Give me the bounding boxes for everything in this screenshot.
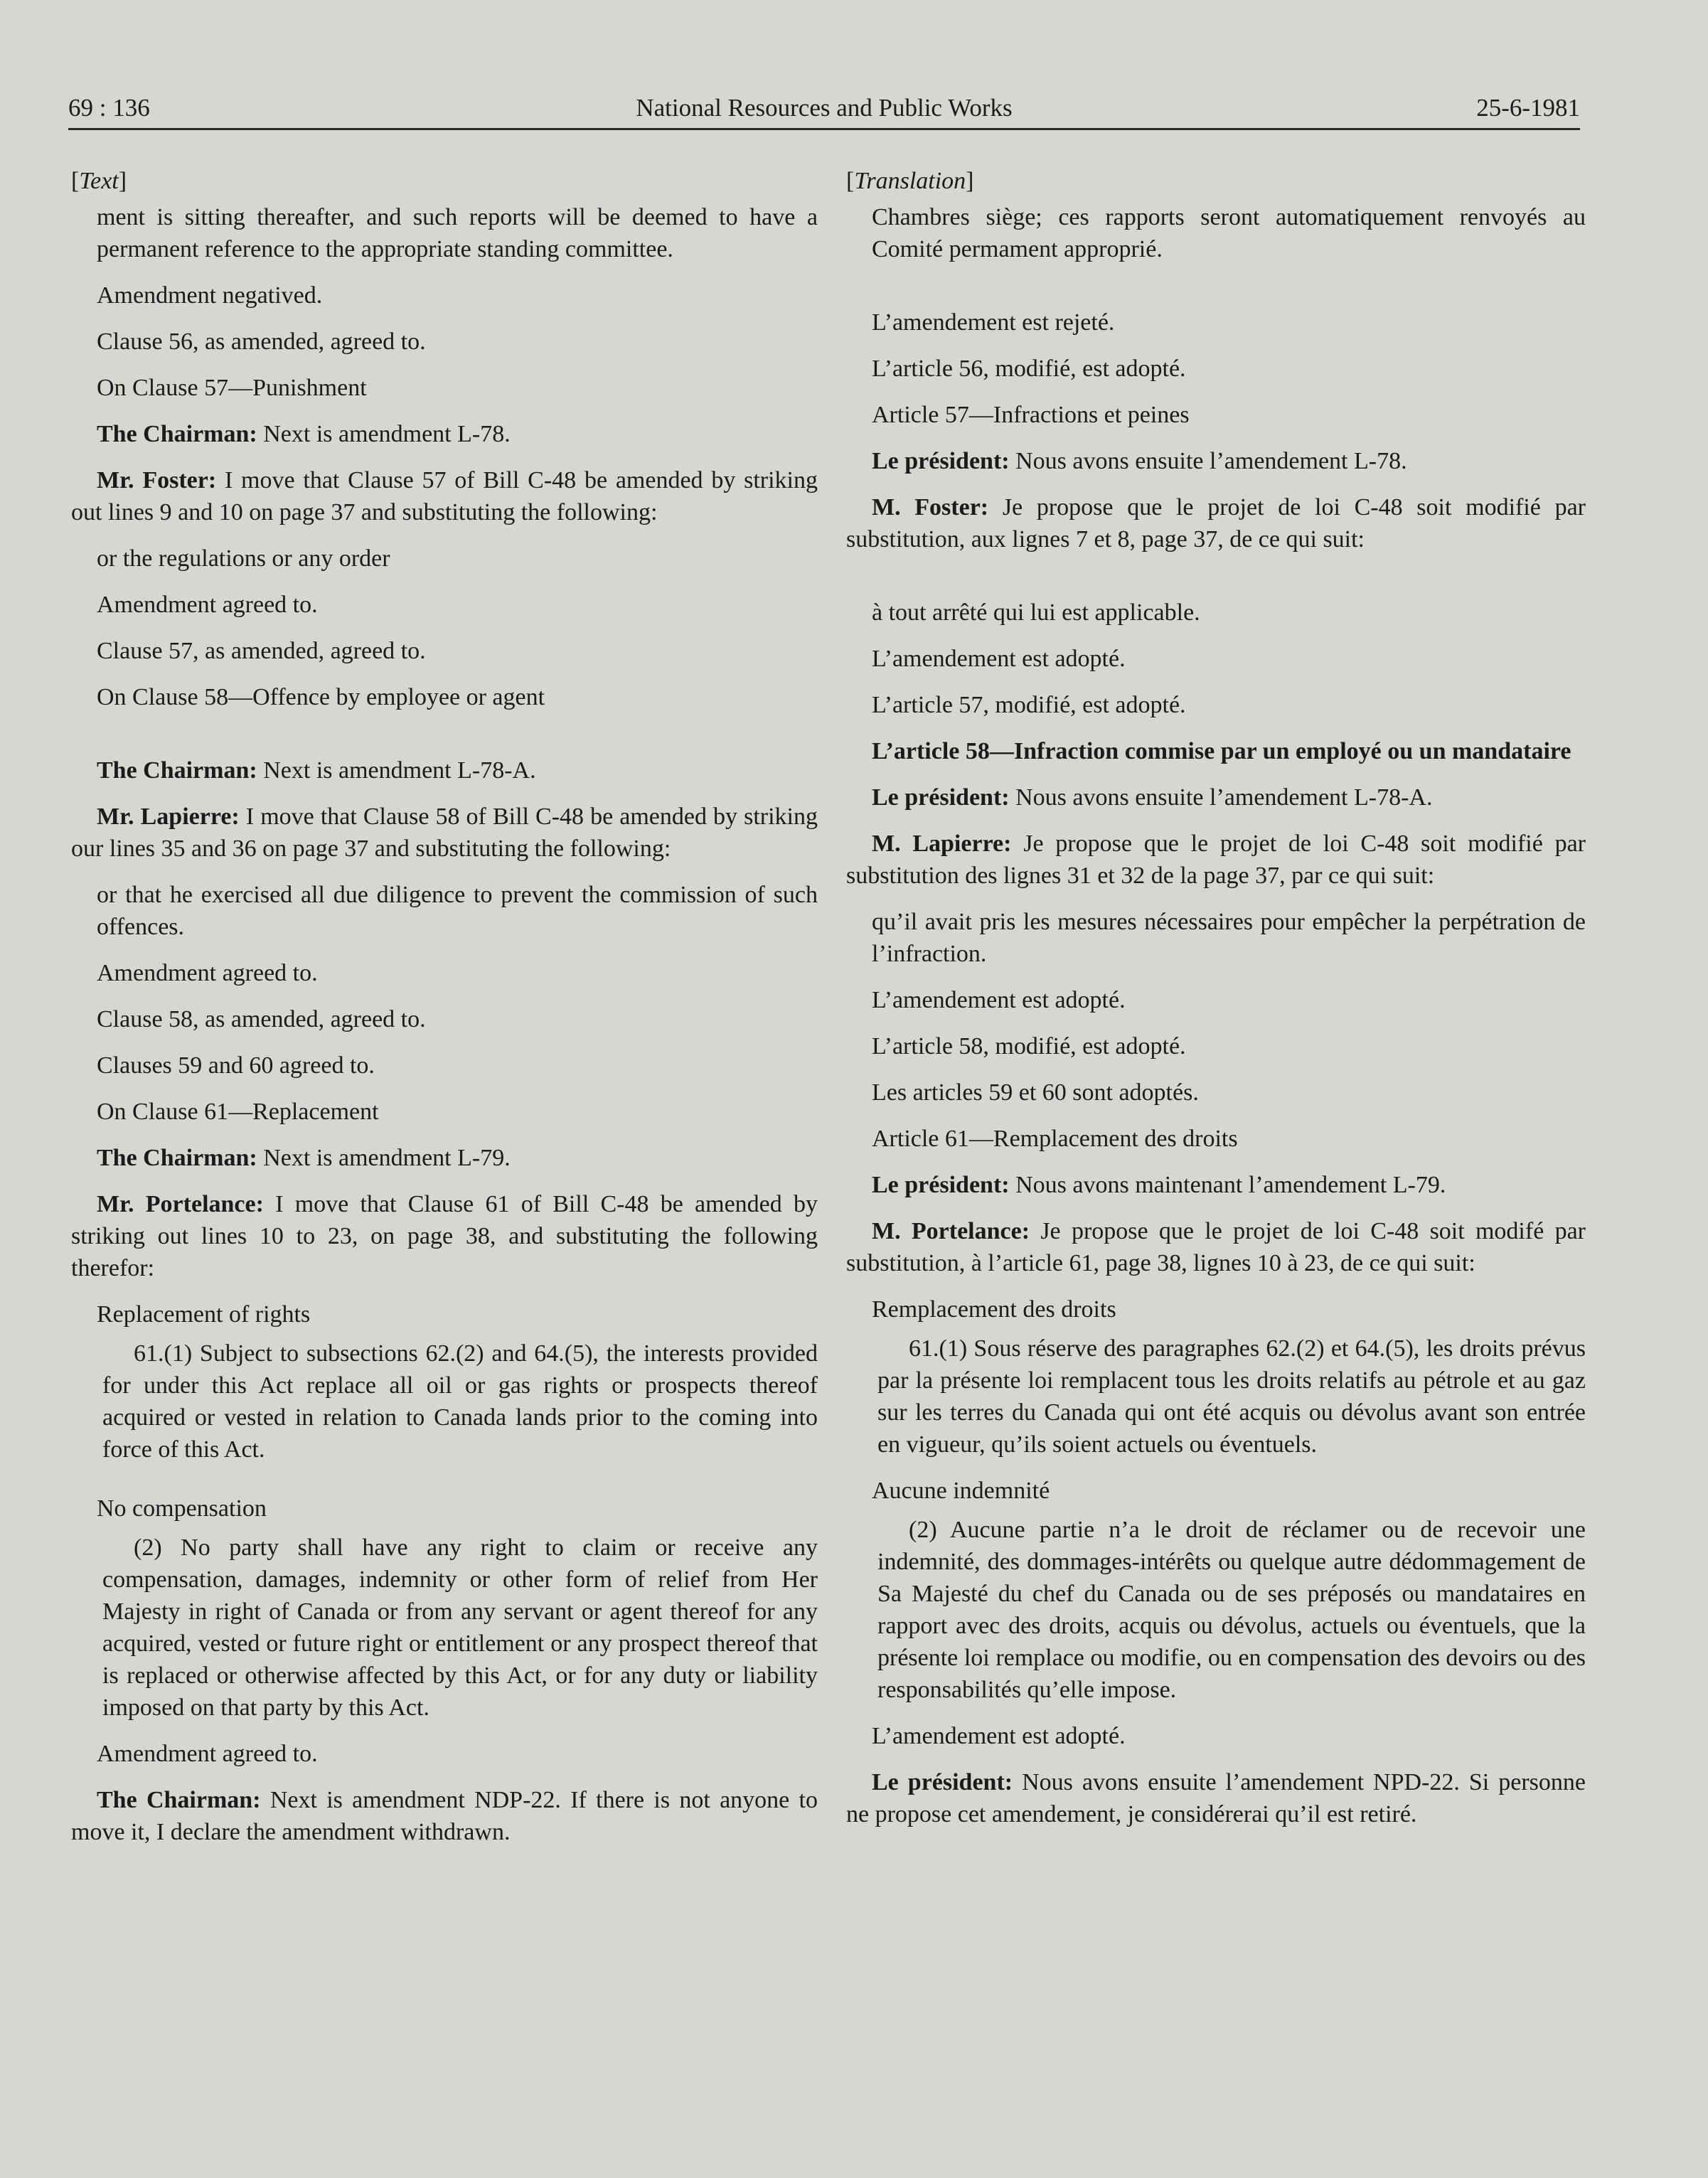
speech	[846, 1215, 1586, 1279]
clause-heading	[846, 735, 1586, 767]
speech-text: Je propose que le projet de loi C-48 soit modifé par substitution, à l’article 61, page 38, lignes 10 à 23, de ce qui suit:	[846, 1218, 1586, 1276]
speech	[872, 445, 1586, 477]
quoted-text: à tout arrêté qui lui est applicable.	[872, 599, 1200, 626]
paragraph: Amendment agreed to.	[97, 592, 318, 618]
paragraph: Les articles 59 et 60 sont adoptés.	[872, 1079, 1199, 1106]
speech-text: Je propose que le projet de loi C-48 soit modifié par substitution, aux lignes 7 et 8, page 37, de ce qui suit:	[846, 494, 1586, 552]
paragraph: Clause 57, as amended, agreed to.	[97, 638, 426, 664]
paragraph: L’article 56, modifié, est adopté.	[872, 356, 1186, 382]
header-date: 25-6-1981	[1476, 94, 1580, 122]
paragraph: Clause 56, as amended, agreed to.	[97, 329, 426, 355]
paragraph: L’amendement est adopté.	[872, 1723, 1126, 1749]
column-tag-text: Translation	[854, 168, 966, 194]
speech	[97, 1142, 818, 1174]
paragraph: Amendment negatived.	[97, 282, 323, 309]
speech-text: I move that Clause 61 of Bill C-48 be amended by striking out lines 10 to 23, on page 38, and substituting the following therefor:	[71, 1191, 818, 1281]
speaker-name: The Chairman:	[97, 1145, 257, 1171]
quoted-text: (2) No party shall have any right to claim or receive any compensation, damages, indemnity or other form of relief from Her Majesty in right of Canada or from any servant or agent thereof for any acquired, vested or future right or entitlement or any prospect thereof that is replaced or otherwise affected by this Act, or for any duty or liability imposed on that party by this Act.	[102, 1534, 818, 1721]
marginal-note: Aucune indemnité	[872, 1478, 1050, 1504]
marginal-note: No compensation	[97, 1495, 267, 1522]
speech-text: Nous avons maintenant l’amendement L-79.	[1009, 1172, 1446, 1198]
quoted-text: 61.(1) Sous réserve des paragraphes 62.(2) et 64.(5), les droits prévus par la présente loi remplacent tous les droits relatifs au pétrole et au gaz sur les terres du Canada qui ont été acquis ou dévolus avant son entrée en vigueur, qu’ils soient actuels ou éventuels.	[877, 1335, 1586, 1458]
speaker-name: Le président:	[872, 1172, 1010, 1198]
paragraph: L’amendement est adopté.	[872, 646, 1126, 672]
speaker-name: M. Portelance:	[872, 1218, 1030, 1244]
speaker-name: The Chairman:	[97, 1787, 261, 1813]
clause-heading: On Clause 58—Offence by employee or agent	[97, 684, 545, 710]
column-tag: [Text]	[71, 168, 127, 194]
speech	[846, 1766, 1586, 1830]
column-tag: [Translation]	[846, 168, 974, 194]
speech	[872, 1169, 1586, 1201]
paragraph: L’amendement est adopté.	[872, 987, 1126, 1013]
speaker-name: The Chairman:	[97, 757, 257, 784]
speech-text: Nous avons ensuite l’amendement L-78-A.	[1009, 784, 1433, 811]
clause-heading-text: L’article 58—Infraction commise par un employé ou un mandataire	[872, 738, 1571, 764]
french-column	[846, 165, 1586, 1845]
speech-text: Next is amendment L-79.	[257, 1145, 511, 1171]
speaker-name: The Chairman:	[97, 421, 257, 447]
page-number: 69 : 136	[68, 94, 150, 122]
speech-text: Je propose que le projet de loi C-48 soit modifié par substitution des lignes 31 et 32 de la page 37, par ce qui suit:	[846, 831, 1586, 889]
clause-heading: Article 57—Infractions et peines	[872, 402, 1190, 428]
clause-heading: On Clause 57—Punishment	[97, 375, 367, 401]
speaker-name: M. Foster:	[872, 494, 989, 521]
column-tag-text: Text	[79, 168, 119, 194]
paragraph: L’amendement est rejeté.	[872, 309, 1115, 336]
speech-text: Next is amendment L-78.	[257, 421, 511, 447]
marginal-note: Remplacement des droits	[872, 1296, 1116, 1323]
speech-text: Next is amendment L-78-A.	[257, 757, 536, 784]
marginal-note: Replacement of rights	[97, 1301, 311, 1328]
speech	[846, 491, 1586, 555]
speaker-name: Mr. Lapierre:	[97, 804, 240, 830]
speech	[71, 1188, 818, 1284]
paragraph: ment is sitting thereafter, and such reports will be deemed to have a permanent reference to the appropriate standing committee.	[97, 204, 818, 262]
running-title: National Resources and Public Works	[636, 94, 1013, 122]
speech	[71, 1784, 818, 1848]
paragraph: L’article 57, modifié, est adopté.	[872, 692, 1186, 718]
speaker-name: Le président:	[872, 448, 1010, 474]
speech	[872, 781, 1586, 813]
speech-text: Nous avons ensuite l’amendement L-78.	[1009, 448, 1407, 474]
speech-text: I move that Clause 58 of Bill C-48 be amended by striking our lines 35 and 36 on page 37 and substituting the following:	[71, 804, 818, 862]
speech-text: I move that Clause 57 of Bill C-48 be amended by striking out lines 9 and 10 on page 37 and substituting the following:	[71, 467, 818, 525]
speaker-name: Le président:	[872, 784, 1010, 811]
speaker-name: Mr. Portelance:	[97, 1191, 264, 1217]
speech-text: Next is amendment NDP-22. If there is not anyone to move it, I declare the amendment withdrawn.	[71, 1787, 818, 1845]
page-header	[68, 91, 1580, 130]
speech	[846, 828, 1586, 892]
paragraph: Chambres siège; ces rapports seront automatiquement renvoyés au Comité permament approprié.	[872, 204, 1586, 262]
speech-text: Nous avons ensuite l’amendement NPD-22. Si personne ne propose cet amendement, je considérerai qu’il est retiré.	[846, 1769, 1586, 1827]
paragraph: Clause 58, as amended, agreed to.	[97, 1006, 426, 1032]
speaker-name: Mr. Foster:	[97, 467, 217, 493]
speech	[71, 801, 818, 865]
speech	[71, 464, 818, 528]
quoted-text: 61.(1) Subject to subsections 62.(2) and 64.(5), the interests provided for under this Act replace all oil or gas rights or prospects thereof acquired or vested in relation to Canada lands prior to the coming into force of this Act.	[102, 1340, 818, 1463]
paragraph: Clauses 59 and 60 agreed to.	[97, 1052, 375, 1079]
quoted-text: (2) Aucune partie n’a le droit de réclamer ou de recevoir une indemnité, des dommages-intérêts ou quelque autre dédommagement de Sa Majesté du chef du Canada ou de ses préposés ou mandataires en rapport avec des droits, acquis ou dévolus, actuels ou éventuels, que la présente loi remplace ou modifie, ou en compensation des devoirs ou des responsabilités qu’elle impose.	[877, 1517, 1586, 1703]
speaker-name: M. Lapierre:	[872, 831, 1012, 857]
quoted-text: or that he exercised all due diligence to prevent the commission of such offences.	[97, 882, 818, 940]
speaker-name: Le président:	[872, 1769, 1013, 1795]
paragraph: Amendment agreed to.	[97, 960, 318, 986]
clause-heading: On Clause 61—Replacement	[97, 1099, 379, 1125]
paragraph: Amendment agreed to.	[97, 1741, 318, 1767]
clause-heading: Article 61—Remplacement des droits	[872, 1126, 1238, 1152]
paragraph: L’article 58, modifié, est adopté.	[872, 1033, 1186, 1059]
quoted-text: or the regulations or any order	[97, 545, 390, 572]
quoted-text: qu’il avait pris les mesures nécessaires pour empêcher la perpétration de l’infraction.	[872, 909, 1586, 967]
english-column	[71, 165, 818, 1862]
speech	[97, 754, 818, 786]
speech	[97, 418, 818, 450]
